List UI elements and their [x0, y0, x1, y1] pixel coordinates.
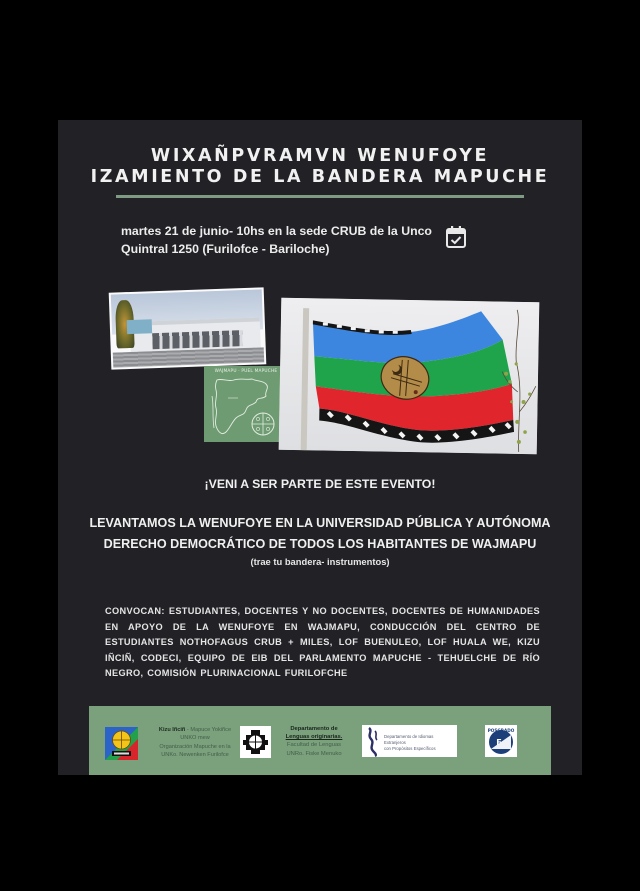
svg-text:POSGRADO: POSGRADO [487, 728, 515, 733]
slogan-line-2: DERECHO DEMOCRÁTICO DE TODOS LOS HABITANTES DE WAJMAPU [103, 537, 537, 551]
university-building-photo [109, 287, 267, 369]
calendar-check-icon [445, 225, 467, 249]
posgrado-logo [485, 725, 517, 757]
map-outline-icon [204, 366, 285, 442]
kizu-incin-logo [105, 727, 138, 760]
slogan-note: (trae tu bandera- instrumentos) [250, 556, 390, 567]
event-details [121, 222, 451, 258]
svg-text:F: F [496, 738, 502, 747]
slogan-line-1: LEVANTAMOS LA WENUFOYE EN LA UNIVERSIDAD PÚBLICA Y AUTÓNOMA [89, 516, 551, 530]
wajmapu-map-image [204, 366, 285, 442]
event-date-time: martes 21 de junio- 10hs en la sede CRUB de la Unco [121, 224, 432, 238]
title-divider [116, 195, 524, 198]
poster-title-spanish: IZAMIENTO DE LA BANDERA MAPUCHE [90, 167, 550, 187]
poster-title-mapuzugun: WIXAÑPVRAMVN WENUFOYE [150, 146, 490, 166]
idiomas-extranjeros-logo: Departamento de Idiomas Extranjeros con Propósitos Específicos [362, 725, 457, 757]
mapuche-flag-photo [279, 298, 540, 454]
lenguas-originarias-logo [240, 726, 271, 758]
call-to-action: ¡VENI A SER PARTE DE ESTE EVENTO! [204, 477, 436, 491]
lenguas-originarias-description: Departamento de Lenguas originarias. Facultad de Lenguas UNRo. Fiske Menuko [285, 726, 343, 757]
organizers-paragraph: CONVOCAN: ESTUDIANTES, DOCENTES Y NO DOCENTES, DOCENTES DE HUMANIDADES EN APOYO DE LA WENUFOYE EN WAJMAPU, CONDUCCIÓN DEL CENTRO DE ESTUDIANTES NOTHOFAGUS CRUB + MILES, LOF BUENULEO, LOF HUALA WE, KIZU IÑCIÑ, CODECI, EQUIPO DE EIB DEL PARLAMENTO MAPUCHE - TEHUELCHE DE RÍO NEGRO, COMISIÓN PLURINACIONAL FURILOFCHE [105, 606, 540, 679]
map-caption: WAJMAPU · PUEL MAPUCHE [214, 369, 278, 374]
dicpe-monogram-icon [363, 725, 383, 757]
sponsor-logos-footer [89, 706, 551, 775]
kizu-incin-description: Kizu Iñciñ - Mapuce Yokiñce UNKO mew Organización Mapuche en la UNKo. Newenken Furilofce [158, 727, 232, 759]
event-poster [58, 120, 582, 775]
event-address: Quintral 1250 (Furilofce - Bariloche) [121, 242, 330, 256]
